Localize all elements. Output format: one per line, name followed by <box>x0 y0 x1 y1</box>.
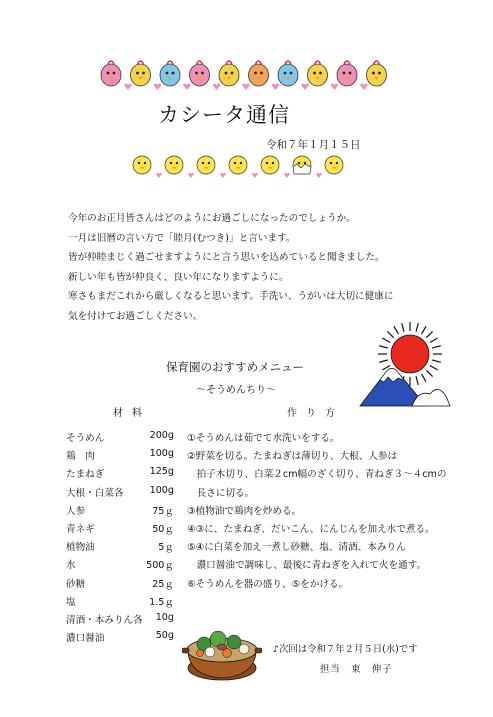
ingredient-name: 水 <box>66 560 76 572</box>
ingredient-qty: 200g <box>149 430 174 441</box>
intro-line: 一月は旧暦の言い方で「睦月(むつき)」と言います。 <box>68 232 296 244</box>
step-line: ②野菜を切る。たまねぎは薄切り、大根、人参は <box>187 451 398 463</box>
bird-icon <box>219 61 239 86</box>
ingredient-row <box>66 430 174 448</box>
heart-icon <box>284 173 290 178</box>
ingredient-qty: 100g <box>149 448 174 460</box>
bird-icon <box>337 61 357 86</box>
ingredient-name: たまねぎ <box>66 469 105 481</box>
ingredient-qty: 100g <box>149 484 174 496</box>
ingredient-name: 塩 <box>66 596 76 608</box>
ingredient-qty: 1.5ｇ <box>149 596 174 608</box>
bird-icon <box>308 61 328 86</box>
bird-icon <box>249 61 269 86</box>
heart-icon <box>316 173 322 178</box>
intro-line: 今年のお正月皆さんはどのようにお過ごしになったのでしょうか。 <box>68 213 356 224</box>
bird-icon <box>160 61 180 86</box>
step-line: 拍子木切り、白菜２cm幅のざく切り、青ねぎ３～４cmの <box>187 469 447 481</box>
ingredient-name: 清酒・本みりん各 <box>66 614 143 626</box>
chick-icon <box>229 156 247 174</box>
intro-line: 気を付けてお過ごしください。 <box>68 310 203 322</box>
ingredients-header: 材料 <box>113 408 151 419</box>
heart-icon <box>213 84 221 91</box>
ingredient-row <box>66 521 174 539</box>
sunrise-mount-fuji-icon <box>352 318 452 410</box>
heart-icon <box>242 84 250 91</box>
ingredient-qty: 5ｇ <box>158 542 174 554</box>
bird-icon <box>190 61 210 86</box>
intro-text <box>68 209 393 327</box>
next-issue-notice: ♪次回は令和７年２月５日(水)です <box>273 644 418 655</box>
step-line: ⑤④に白菜を加え一煮し砂糖、塩、清酒、本みりん <box>187 542 406 554</box>
ingredient-qty: 500ｇ <box>146 560 174 572</box>
hotpot-icon <box>182 612 262 684</box>
step-line: ④③に、たまねぎ、だいこん、にんじんを加え水で煮る。 <box>187 523 435 535</box>
heart-icon <box>220 173 226 178</box>
intro-line: 新しい年も皆が仲良く、良い年になりますように。 <box>68 271 289 283</box>
steps-header: 作り方 <box>287 408 344 419</box>
ingredient-row <box>66 630 174 648</box>
ingredient-qty: 125g <box>149 466 174 478</box>
ingredient-name: 濃口醤油 <box>66 633 105 645</box>
ingredient-name: 大根・白菜各 <box>66 487 124 499</box>
heart-icon <box>188 173 194 178</box>
ingredient-name: 植物油 <box>66 542 95 554</box>
chick-icon <box>197 156 215 174</box>
chick-icon <box>261 156 279 174</box>
ingredient-name: 砂糖 <box>66 578 86 590</box>
ingredient-qty: 10g <box>155 611 174 623</box>
bird-icon <box>367 61 387 86</box>
heart-icon <box>272 84 280 91</box>
chick-row-icon <box>128 150 348 180</box>
step-line: ③植物油で鶏肉を炒める。 <box>187 505 302 517</box>
heart-icon <box>156 173 162 178</box>
ingredient-row <box>66 466 174 484</box>
heart-icon <box>252 173 258 178</box>
ingredient-row <box>66 557 174 575</box>
heart-icon <box>124 84 132 91</box>
menu-heading: 保育園のおすすめメニュー <box>166 360 305 374</box>
step-line: 濃口醤油で調味し、最後に青ねぎを入れて火を通す。 <box>187 560 427 572</box>
ingredient-row <box>66 503 174 521</box>
ingredient-row <box>66 448 174 466</box>
ingredient-row <box>66 612 174 630</box>
step-line: ①そうめんは茹でて水洗いをする。 <box>187 433 340 444</box>
ingredient-row <box>66 539 174 557</box>
bird-icon <box>131 61 151 86</box>
intro-line: 寒さもまだこれから厳しくなると思います。手洗い、うがいは大切に健康に <box>68 291 394 303</box>
ingredient-qty: 75ｇ <box>152 505 174 517</box>
steps-list <box>187 430 447 594</box>
ingredient-row <box>66 594 174 612</box>
ingredient-row <box>66 576 174 594</box>
intro-line: 皆が仲睦まじく過ごせますようにと言う思いを込めていると聞きました。 <box>68 252 385 264</box>
chick-icon <box>165 156 183 174</box>
ingredient-name: 青ネギ <box>66 523 95 535</box>
chick-icon <box>293 156 311 174</box>
chick-icon <box>133 156 151 174</box>
heart-icon <box>301 84 309 91</box>
ingredient-qty: 50g <box>155 630 174 642</box>
step-line: ⑥そうめんを器の盛り、⑤をかける。 <box>187 578 349 590</box>
dish-name: ～そうめんちり～ <box>196 385 276 396</box>
ingredient-qty: 25ｇ <box>152 578 174 590</box>
step-line: 長さに切る。 <box>187 487 255 499</box>
heart-icon <box>183 84 191 91</box>
bird-icon <box>278 61 298 86</box>
ingredient-row <box>66 485 174 503</box>
heart-icon <box>154 84 162 91</box>
heart-icon <box>360 84 368 91</box>
ingredient-name: 鶏 肉 <box>66 451 95 463</box>
person-in-charge: 担当 東 伸子 <box>320 664 393 675</box>
ingredient-name: 人参 <box>66 505 86 517</box>
ingredient-qty: 50ｇ <box>152 523 174 535</box>
heart-icon <box>331 84 339 91</box>
bird-icon <box>101 61 121 86</box>
newsletter-title: カシータ通信 <box>158 103 290 127</box>
chick-icon <box>325 156 343 174</box>
ingredients-list <box>66 430 174 648</box>
bird-row-icon <box>95 55 395 91</box>
ingredient-name: そうめん <box>66 433 105 444</box>
issue-date: 令和７年１月１５日 <box>266 139 361 151</box>
